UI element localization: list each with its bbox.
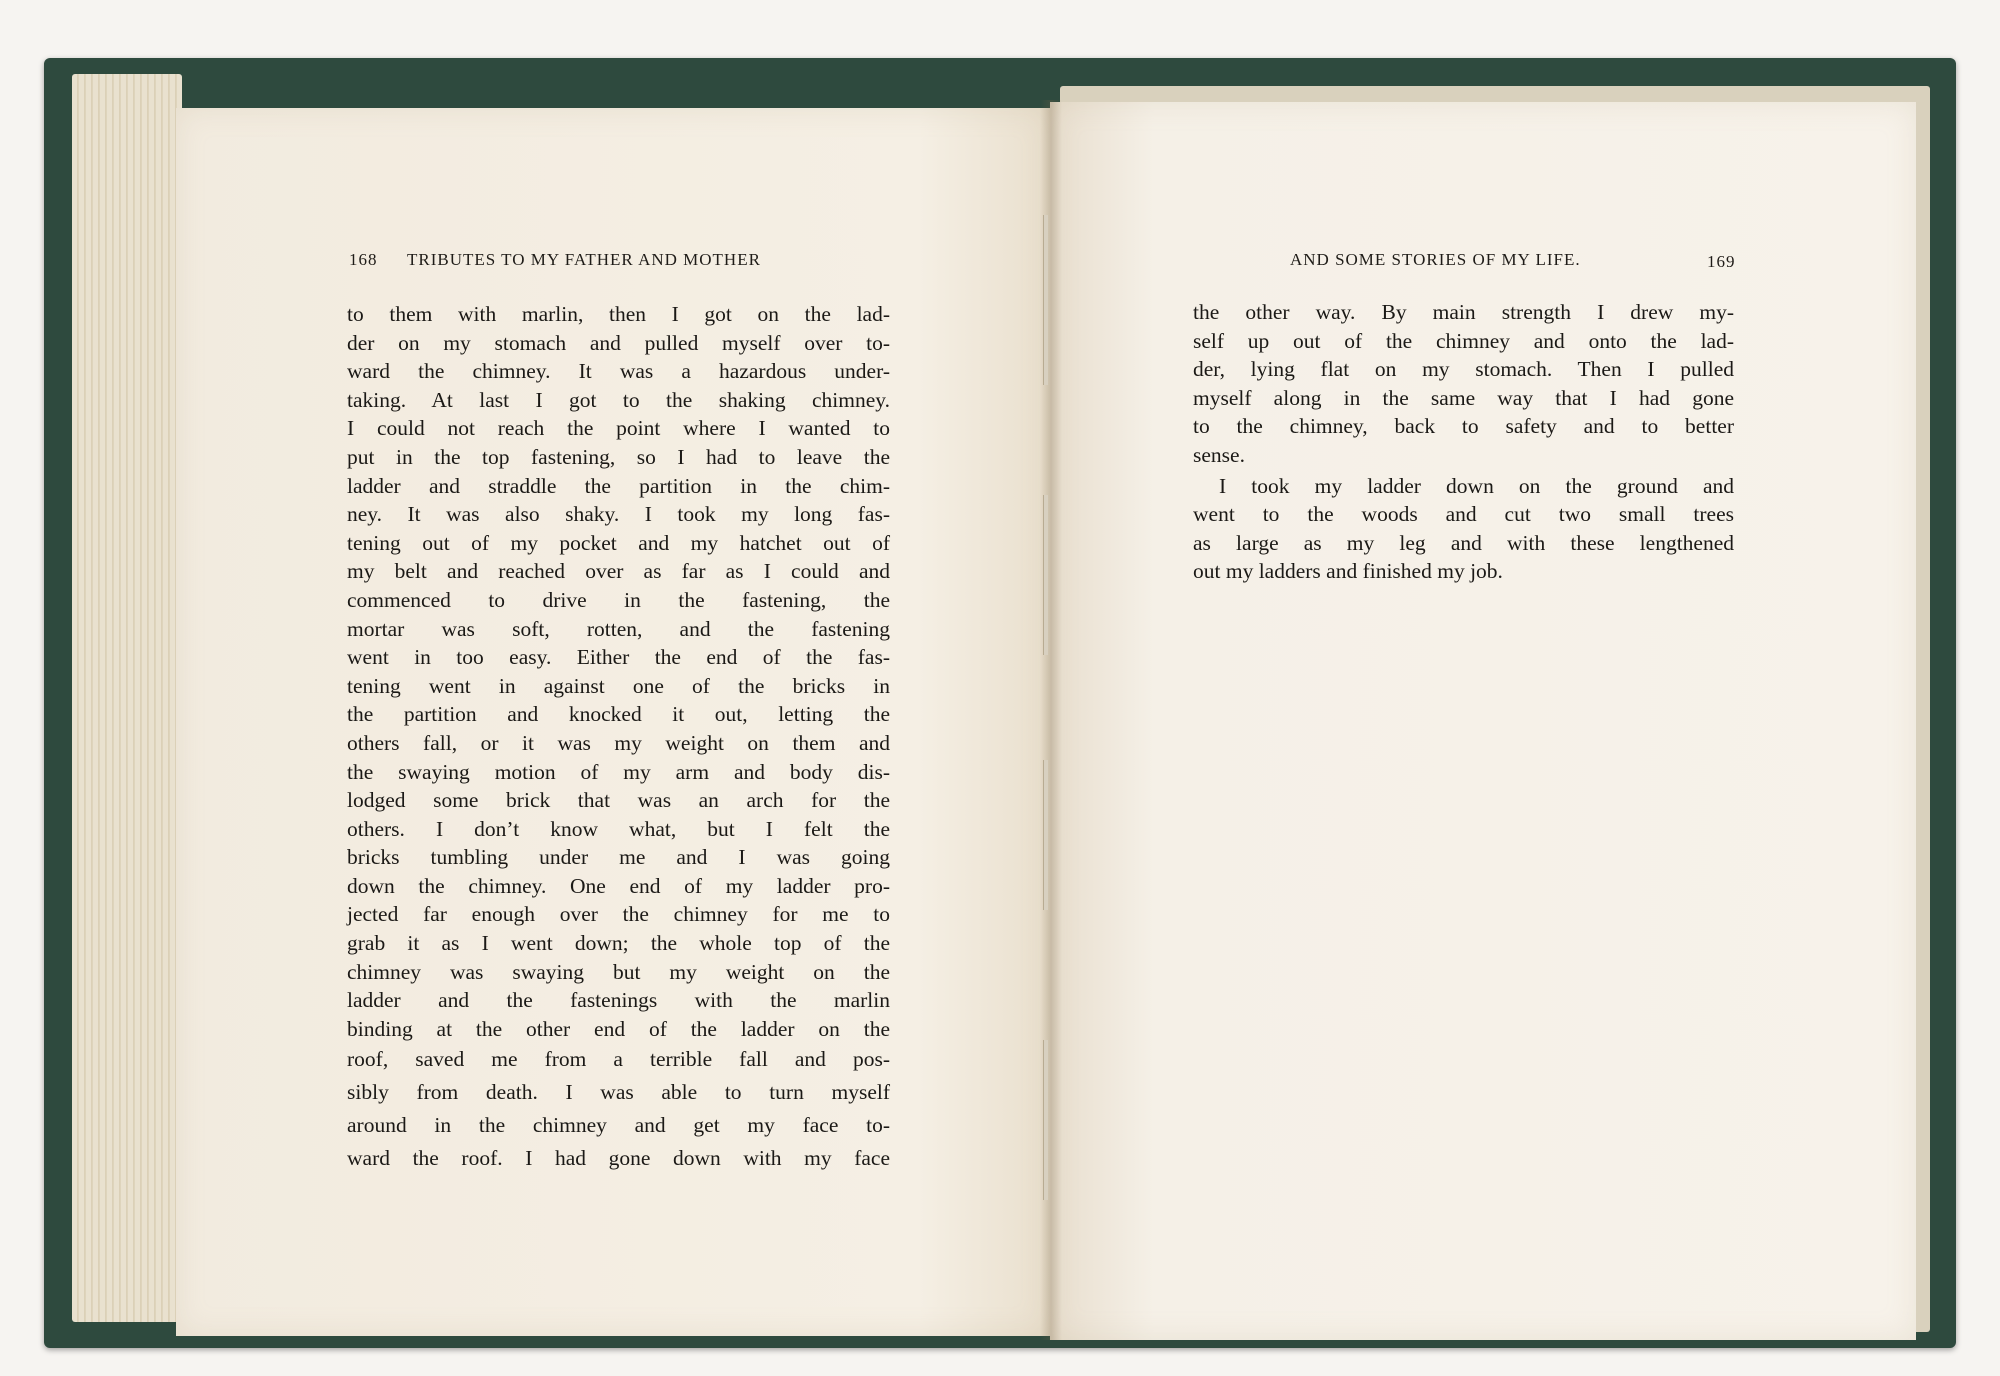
text-line: the partition and knocked it out, letting the (347, 702, 890, 727)
text-line: sibly from death. I was able to turn myself (347, 1080, 890, 1105)
right-page (1050, 102, 1916, 1340)
page-edges-left (72, 74, 182, 1322)
left-page-body (347, 300, 890, 1175)
right-page-number: 169 (1707, 252, 1736, 271)
text-line: lodged some brick that was an arch for the (347, 788, 890, 813)
right-running-head: AND SOME STORIES OF MY LIFE. (1290, 250, 1581, 269)
right-page-body (1193, 298, 1734, 586)
text-line: to them with marlin, then I got on the lad- (347, 302, 890, 326)
text-line: commenced to drive in the fastening, the (347, 587, 890, 612)
text-line: I took my ladder down on the ground and (1219, 473, 1734, 498)
text-line: ward the chimney. It was a hazardous under- (347, 359, 890, 384)
text-line: down the chimney. One end of my ladder pro- (347, 873, 890, 898)
text-line: roof, saved me from a terrible fall and pos- (347, 1047, 890, 1072)
text-line: self up out of the chimney and onto the lad- (1193, 328, 1734, 353)
text-line: went in too easy. Either the end of the fas- (347, 645, 890, 670)
text-line: binding at the other end of the ladder on the (347, 1016, 890, 1041)
text-line: tening went in against one of the bricks in (347, 673, 890, 698)
text-line: around in the chimney and get my face to- (347, 1113, 890, 1138)
text-line: as large as my leg and with these lengthened (1193, 530, 1734, 555)
text-line: grab it as I went down; the whole top of the (347, 931, 890, 956)
text-line: put in the top fastening, so I had to leave the (347, 444, 890, 469)
text-line: mortar was soft, rotten, and the fastening (347, 616, 890, 641)
binding-stitch (1043, 215, 1048, 385)
text-line: tening out of my pocket and my hatchet out of (347, 530, 890, 555)
text-line: myself along in the same way that I had gone (1193, 385, 1734, 410)
text-line: others. I don’t know what, but I felt the (347, 816, 890, 841)
text-line: out my ladders and finished my job. (1193, 559, 1503, 584)
text-line: der, lying flat on my stomach. Then I pulled (1193, 357, 1734, 382)
text-line: others fall, or it was my weight on them and (347, 730, 890, 755)
text-line: I could not reach the point where I wanted to (347, 416, 890, 441)
text-line: bricks tumbling under me and I was going (347, 845, 890, 870)
text-line: the other way. By main strength I drew my- (1193, 300, 1734, 324)
left-page-number: 168 (349, 250, 378, 269)
text-line: sense. (1193, 442, 1245, 467)
text-line: my belt and reached over as far as I could and (347, 559, 890, 584)
text-line: went to the woods and cut two small trees (1193, 502, 1734, 527)
text-line: der on my stomach and pulled myself over to- (347, 330, 890, 355)
text-line: ney. It was also shaky. I took my long fas- (347, 502, 890, 527)
left-running-head: TRIBUTES TO MY FATHER AND MOTHER (407, 250, 761, 269)
binding-stitch (1043, 1040, 1048, 1200)
text-line: chimney was swaying but my weight on the (347, 959, 890, 984)
text-line: ladder and the fastenings with the marlin (347, 988, 890, 1013)
text-line: jected far enough over the chimney for me to (347, 902, 890, 927)
text-line: the swaying motion of my arm and body dis- (347, 759, 890, 784)
text-line: taking. At last I got to the shaking chimney. (347, 387, 890, 412)
text-line: to the chimney, back to safety and to better (1193, 414, 1734, 439)
binding-stitch (1043, 760, 1048, 910)
text-line: ward the roof. I had gone down with my face (347, 1146, 890, 1171)
text-line: ladder and straddle the partition in the chim- (347, 473, 890, 498)
binding-stitch (1043, 495, 1048, 655)
